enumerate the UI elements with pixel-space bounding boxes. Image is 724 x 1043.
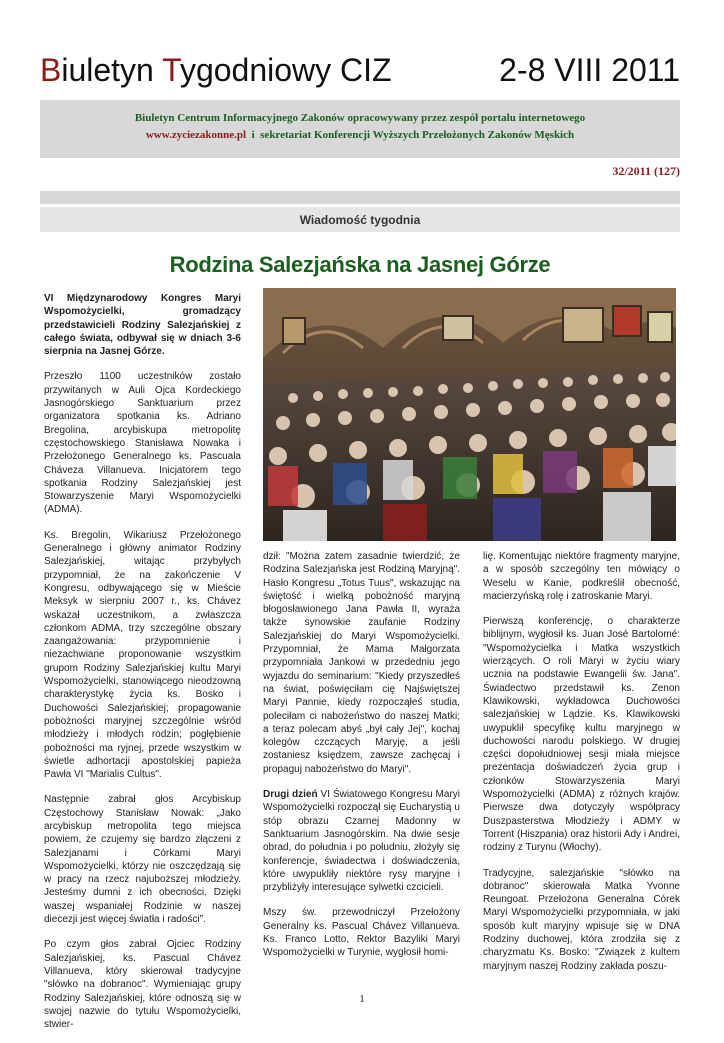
issue-number: 32/2011 (127) bbox=[612, 164, 680, 178]
article-headline: Rodzina Salezjańska na Jasnej Górze bbox=[169, 252, 551, 277]
paragraph: Pierwszą konferencję, o charakterze biblijnym, wygłosił ks. Juan José Bartolomé: "Wspomożycielka i Matka wszystkich wierzących. O roli Maryi w życiu wiary ucznia na podstawie Ewangelii św. Jana". Świadectwo przedstawił ks. Zenon Klawikowski, wykładowca Duchowości salezjańskiej w Lądzie. Ks. Klawikowski uwypuklił specyfikę kultu maryjnego w duchowości narodu polskiego. W drugiej części dopołudniowej sesji miała miejsce prezentacja doświadczeń życia grup i członków Stowarzyszenia Maryi Wspomożycielki (ADMA) z różnych krajów. Pierwsze dwa dotyczyły współpracy Duszpasterstwa Młodzieży i ADMY w Torrent (Hiszpania) oraz historii Ady i Andrei, rodziny z Turynu (Włochy). bbox=[483, 616, 680, 854]
paragraph bbox=[263, 788, 460, 894]
page-number: 1 bbox=[359, 993, 365, 1005]
paragraph: Po czym głos zabrał Ojciec Rodziny Salezjańskiej, ks. Pascual Chávez Villanueva, który skierował tradycyjne "słówko na dobranoc". Wymieniając grupy Rodziny Salezjańskiej, które odnoszą się w swojej nazwie do tytułu Wspomożycielki, stwier- bbox=[44, 939, 241, 1031]
paragraph: Następnie zabrał głos Arcybiskup Częstochowy Stanisław Nowak: „Jako arcybiskup metropolita tego miejsca powiem, że czujemy się bardzo złączeni z Salezjanami i Córkami Maryi Wspomożycielki, którzy nie oszczędzają się w pracy na rzecz najuboższej młodzieży. Jesteśmy dumni z ich obecności. Dzięki waszej wspaniałej Rodzinie w naszej diecezji jest więcej światła i radości”. bbox=[44, 794, 241, 926]
section-label: Wiadomość tygodnia bbox=[299, 213, 421, 227]
paragraph: Przeszło 1100 uczestników zostało przywitanych w Auli Ojca Kordeckiego Jasnogórskiego Sanktuarium przez organizatora spotkania ks. Adriano Bregolina, arcybiskupa metropolitę częstochowskiego Stanisława Nowaka i Przełożonego Generalnego ks. Pascuala Cháveza Villanueva. Inicjatorem tego spotkania Rodziny Salezjańskiej jest Stowarzyszenie Maryi Wspomożycielki (ADMA). bbox=[44, 371, 241, 516]
column-2 bbox=[263, 550, 460, 972]
paragraph-lead: Drugi dzień bbox=[263, 789, 318, 801]
paragraph: Tradycyjne, salezjańskie "słówko na dobranoc" skierowała Matka Yvonne Reungoat. Przełożona Generalna Córek Maryi Wspomożycielki przypomniała, w jaki sposób kult maryjny wpisuje się w DNA Rodziny duchowej, która zrodziła się z charyzmatu Ks. Bosko: "Związek z kultem maryjnym naszej Rodziny zakłada poszu- bbox=[483, 867, 680, 972]
bulletin-header bbox=[40, 52, 680, 92]
paragraph: dził: "Można zatem zasadnie twierdzić, że Rodzina Salezjańska jest Rodziną Maryjną". Hasło Kongresu „Totus Tuus", wskazując na świętość i wielką pobożność maryjną błogosławionego Jana Pawła II, wyraża także synowskie zaufanie Rodziny Salezjańskiej do Maryi Wspomożycielki. Przypomniał, że Mama Małgorzata przypomniała Jankowi w przededniu jego wyjazdu do seminarium: "Kiedy przyszedłeś na świat, poświęciłam cię Najświętszej Maryi Pannie, kiedy rozpocząłeś studia, poleciłam ci nabożeństwo do naszej Matki; a teraz polecam abyś „był cały Jej", kochaj kolegów czczących Maryję, a jeśli zostaniesz księdzem, zawsze zachęcaj i propaguj nabożeństwo do Maryi". bbox=[263, 551, 460, 775]
column-3 bbox=[483, 550, 680, 985]
title-initial-b: B bbox=[40, 52, 62, 88]
title-initial-t: T bbox=[162, 52, 180, 88]
portal-link[interactable]: www.zyciezakonne.pl bbox=[145, 129, 247, 141]
audience-photo-image bbox=[263, 288, 676, 541]
publisher-line-2-rest: i sekretariat Konferencji Wyższych Przełożonych Zakonów Męskich bbox=[246, 129, 575, 141]
title-part-2: ygodniowy CIZ bbox=[179, 52, 392, 88]
paragraph-text: VI Światowego Kongresu Maryi Wspomożycielki rozpoczął się Eucharystią u stóp obrazu Czarnej Madonny w Sanktuarium Jasnogórskim. Na dwie sesje obrad, do południa i po południu, złożyły się konferencje, świadectwa i doświadczenia, które uwypukliły niektóre rysy maryjne i przybliżyły interesujące sylwetki czcicieli. bbox=[263, 789, 460, 894]
publisher-line-1: Biuletyn Centrum Informacyjnego Zakonów opracowywany przez zespół portalu internetowego bbox=[134, 112, 586, 124]
publisher-line-2 bbox=[40, 129, 680, 141]
divider-bar bbox=[40, 191, 680, 204]
column-1 bbox=[44, 292, 241, 1043]
title-part-1: iuletyn bbox=[61, 52, 163, 88]
issue-date: 2-8 VIII 2011 bbox=[499, 52, 680, 88]
congress-audience-photo bbox=[263, 288, 676, 541]
section-band bbox=[40, 207, 680, 232]
paragraph: Mszy św. przewodniczył Przełożony Generalny ks. Pascual Chávez Villanueva. Ks. Franco Lotto, Rektor Bazyliki Maryi Wspomożycielki w Turynie, wygłosił homi- bbox=[263, 907, 460, 959]
publisher-band bbox=[40, 100, 680, 158]
paragraph: lię. Komentując niektóre fragmenty maryjne, a w sposób szczególny ten mówiący o Weselu w Kanie, podkreślił obecność, macierzyńską rolę i zatroskanie Maryi. bbox=[483, 551, 680, 602]
bulletin-title bbox=[40, 52, 392, 88]
paragraph: Ks. Bregolin, Wikariusz Przełożonego Generalnego i główny animator Rodziny Salezjańskiej, witając przybyłych przypomniał, że na zakończenie V Kongresu, odbywającego się w Mieście Meksyk w sierpniu 2007 r., ks. Chávez wskazał uczestnikom, a zwłaszcza członkom ADMA, trzy szczególne obszary zaangażowania: przypomnienie i niezachwiane proponowanie wszystkim grupom Rodziny Salezjańskiej kultu Maryi Wspomożycielki, stanowiącego nieodzowną charakterystykę życia ks. Bosko i Duchowości Salezjańskiej; propagowanie pobożności maryjnej szczególnie wśród młodzieży i młodych rodzin; pogłębienie pobożności ma ryjnej, przede wszystkim w świetle adhortacji apostolskiej papieża Pawła VI "Marialis Cultus". bbox=[44, 529, 241, 781]
article-lead: VI Międzynarodowy Kongres Maryi Wspomożycielki, gromadzący przedstawicieli Rodziny Salezjańskiej z całego świata, odbywał się w dniach 3-6 sierpnia na Jasnej Górze. bbox=[44, 293, 241, 358]
